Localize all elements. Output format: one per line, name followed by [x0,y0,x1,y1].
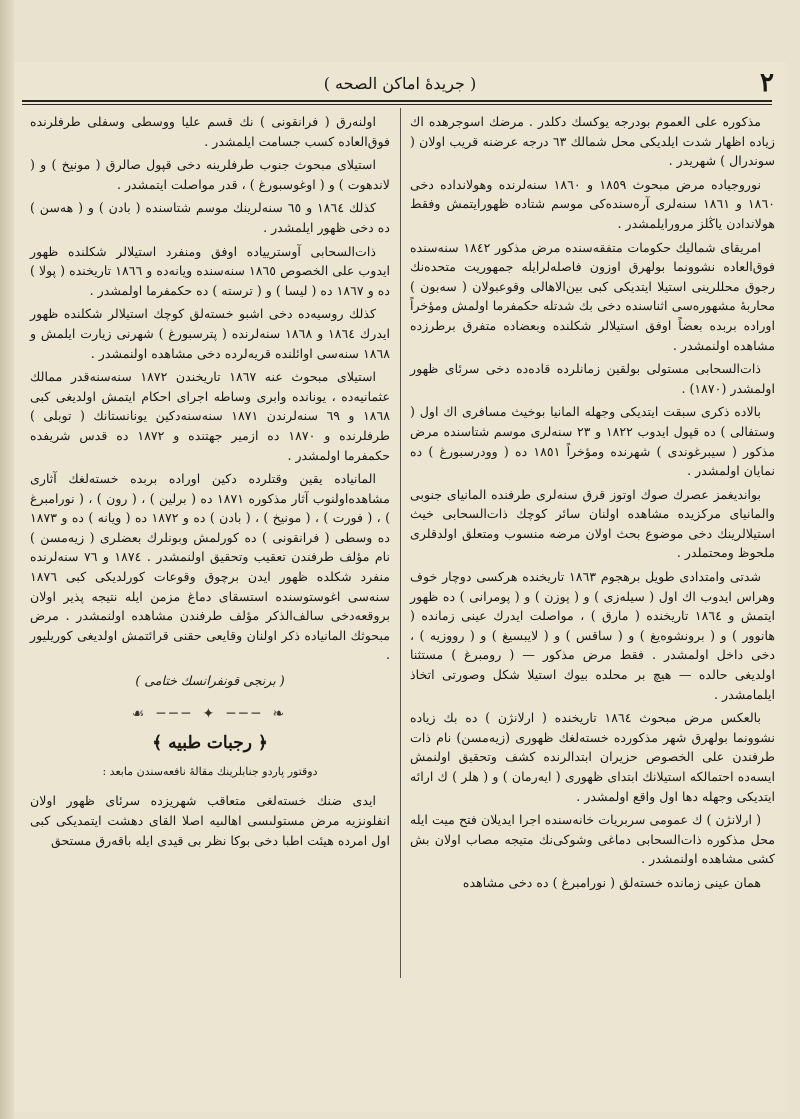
paragraph: بالعكس مرض مبحوث ١٨٦٤ تاريخنده ( ارلانژن ) ده بك زياده نشوونما بولهرق شهر مذكورده خسته‌لغك ظهورى (زيه‌مسن) نام ذات طرفندن على الخصوص حزيران ابتدالرنده كشف وتحقيق اولنمش ايسه‌ده احتمالكه استيلانك ابتداى ظهورى ( ايه‌رمان ) و ( هلر ) ك ارائه ايتديكى وجهله دها اول واقع اولمشدر . [410,710,775,804]
paragraph: ذات‌السحابى مستولى بولقين زمانلرده قاده‌ده دخى سرئاى ظهور اولمشدر (١٨٧٠) . [410,361,775,396]
section-title: ﴿ رجبات طبيه ﴾ [152,733,268,754]
paragraph: استيلاى مبحوث جنوب طرفلرينه دخى قپول صالرق ( مونيخ ) و ( لاندهوت ) و ( اوغوسبورغ ) ، قدر مواصلت ايتمشدر . [30,157,390,192]
paragraph: ( ارلانژن ) ك عمومى سربريات خانه‌سنده اجرا ايديلان فتح ميت ايله محل مذكوره ذات‌السحابى دماغى وشوكى‌نك متيجه مصاب اولان بش كشى مشاهده اولنمشدر . [410,812,775,867]
lecture-end-note: ( برنجى قونفرانسك ختامى ) [135,673,285,689]
paragraph: بوانديغمز عصرك صوك اوتوز قرق سنه‌لرى طرفنده المانياى جنوبى والمانياى مركزيده مشاهده اولنان سائر كوچك ذات‌السحابى خيث استيلالرينك دخى موضوع بحث اولان مرضه منسوب ومتعلق اولدقلرى ملحوظ ومحتملدر . [410,486,775,561]
paragraph: ايدى ضنك خسته‌لغى متعاقب شهريزده سرئاى ظهور اولان انفلونزيه مرض مستولىسى اهالىيه اصلا القاى دهشت ايتمديكى كبى اول امرده هيئت اطبا دخى بوكا نظر بى قيدى ايله باقه‌رق مستحق [30,793,390,848]
paragraph: شدتى وامتدادى طويل برهجوم ١٨٦٣ تاريخنده هركسى دوچار خوف وهراس ايدوب اك اول ( سيله‌زى ) و ( پوزن ) و ( پومرانى ) ده ظهور ايتمش و ١٨٦٤ تاريخنده ( مارق ) ، مواصلت ايدرك عينى زمانده ( هانوور ) و ( برونشوه‌يغ ) و ( ساقس ) و ( لايبسيغ ) و ( رووزيه ) ، دخى داخل اولمشدر . فقط مرض مذكور — ( رومبرغ ) مستثنا اولديغى حالده — هيچ بر محلده بيوك استيلا شكل وصورتى اتخاذ ايلمامشدر . [410,569,776,702]
header-rule [22,100,772,105]
right-column [410,112,775,897]
paragraph: همان عينى زمانده خسته‌لق ( نورامبرغ ) ده دخى مشاهده [462,874,761,890]
section-ornament: ❧ ─── ✦ ─── ☙ [131,705,289,722]
binding-fold [0,0,14,1119]
paragraph: بالاده ذكرى سبقت ايتديكى وجهله المانيا بوخيث مسافرى اك اول ( وستفالى ) ده قپول ايدوب ١٨٢٢ و ٢٣ سنه‌لرى موسم شتاسنده مرض مذكور ( سيبرغوندى ) شهرنده ومؤخراً ١٨٥١ ده ( وودرسبورغ ) ده نمايان اولمشدر . [410,404,775,479]
paragraph: نوروجياده مرض مبحوث ١٨٥٩ و ١٨٦٠ سنه‌لرنده وهولانداده دخى ١٨٦٠ و ١٨٦١ سنه‌لرى آره‌سنده‌كى موسم شتاده ظهورايتمش وفقط هولاندادن ياڭلز مرورايلمشدر . [410,176,775,231]
page-number: ٢ [760,68,774,98]
paragraph: مذكوره على العموم بودرجه يوكسك دكلدر . مرضك اسوجرهده اك زياده اظهار شدت ايلديكى محل شمالك ٦٣ درجه عرضنه قريب اولان ( سوندرال ) شهريدر . [410,114,775,169]
paragraph: استيلاى مبحوث عنه ١٨٦٧ تاريخندن ١٨٧٢ سنه‌سنه‌قدر ممالك عثمانيه‌ده ، يونانده وابرى وساطه اجراى احكام ايتمش اولديغى كبى ١٨٦٨ و ٦٩ سنه‌لرندن ١٨٧١ سنه‌سنه‌دكين يونانستانك ( توبلى ) طرفلرنده و ١٨٧٠ ده ازمير جهتنده و ١٨٧٢ ده قدس شريفده حكمفرما اولمشدر . [30,369,391,463]
paragraph: ذات‌السحابى آوستريياده اوفق ومنفرد استيلالر شكلنده ظهور ايدوب على الخصوص ١٨٦٥ سنه‌سنده ويانه‌ده و ١٨٦٦ تاريخنده ( پولا ) ده و ١٨٦٧ ده ( ليسا ) و ( ترسته ) ده حكمفرما اولمشدر . [30,243,390,298]
running-title: ( جريدهٔ اماكن الصحه ) [323,74,477,93]
column-divider [400,108,401,978]
paragraph: اولنه‌رق ( فرانقونى ) نك قسم عليا ووسطى وسفلى طرفلرنده فوق‌العاده كسب جسامت ايلمشدر . [30,114,390,149]
left-column [30,112,390,854]
paragraph: المانياده يقين وقتلرده دكين اوراده بربده خسته‌لغك آثارى مشاهده‌اولنوب آثار مذكوره ١٨٧١ ده ( برلين ) ، ( رون ) ، ( نورامبرغ ) ، ( فورت ) ، ( مونيخ ) ، ( بادن ) ده و ١٨٧٢ ده ( ويانه ) ده و ١٨٧٣ ده وسطى ( فرانقونى ) ده كورلمش وبونلرك بعضلرى ( زيه‌مسن ) نام مؤلف طرفندن تعقيب وتحقيق اولنمشدر . ١٨٧٤ و ٧٦ سنه‌لرنده منفرد شكلده ظهور ايدن برچوق وقوعات كورلديكى كبى ١٨٧٦ سنه‌سى اغوستوسنده استسقاى دماغ مزمن ايله نتيجه پذير اولان بروقعه‌دخى سالف‌الذكر مؤلف طرفندن مشاهده اولنمشدر . مرض مبحوثك المانياده ذكر اولنان وقايعى حقنى قرائتمش اولديغى كوريليور . [30,471,390,663]
section-intro: دوقتور پاردو جنابلرينك مقاله‌ٔ نافعه‌سندن مابعد : [102,764,318,778]
paragraph: كذلك ١٨٦٤ و ٦٥ سنه‌لرينك موسم شتاسنده ( بادن ) و ( هه‌سن ) ده دخى ظهور ايلمشدر . [30,200,390,235]
paragraph: كذلك روسيه‌ده دخى اشبو خسته‌لق كوچك استيلالر شكلنده ظهور ايدرك ١٨٦٤ و ١٨٦٨ سنه‌لرنده ( پترسبورغ ) شهرنى زيارت ايلمش و ١٨٦٨ سنه‌سى اوائلنده قريه‌لرده دخى مشاهده اولنمشدر . [30,306,390,361]
page-header [20,70,780,100]
paragraph: امريقاى شماليك حكومات متفقه‌سنده مرض مذكور ١٨٤٢ سنه‌سنده فوق‌العاده نشوونما بولهرق اوزون فاصله‌لرايله جمهوريت متحده‌نك رجوق محللرينى استيلا ايتديكى كبى بين‌الاهالى وقوعبولان ( سه‌بون ) محاربهٔ مشهوره‌سى اثناسنده دخى بك شدتله حكمفرما اولمش ومؤخراً اوراده بربده بعضاً اوفق استيلالر شكلنده وبعضاده متفرق برطرزده مشاهده اولنمشدر . [410,239,775,353]
